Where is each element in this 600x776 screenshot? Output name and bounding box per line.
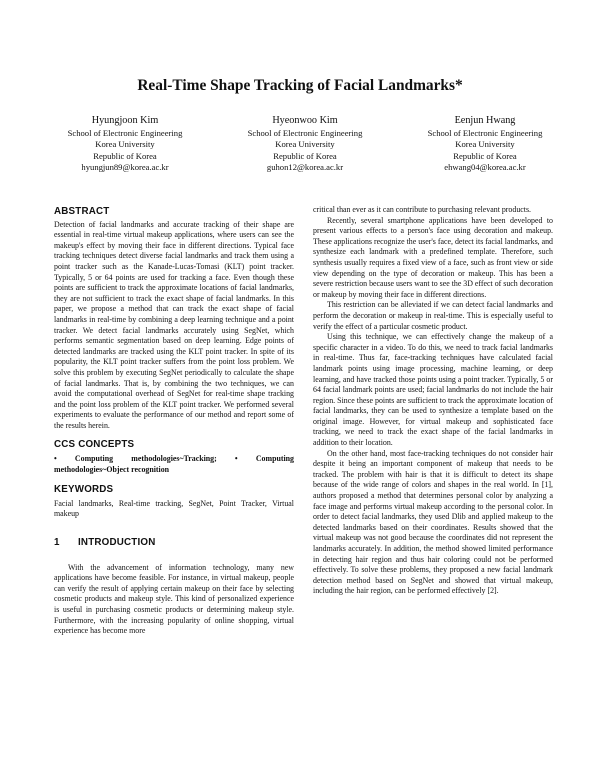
author-name: Eenjun Hwang [454,115,516,126]
intro-heading [54,538,294,549]
ccs-text: • Computing methodologies~Tracking; • Computing methodologies~Object recognition [54,454,294,474]
author-email: hyungjun89@korea.ac.kr [81,162,169,173]
abstract-text: Detection of facial landmarks and accurate tracking of their shape are essential in real-time virtual makeup applications, where users can see the makeup's effect by moving their face in different directions. Typical face tracking techniques detect diverse facial landmarks and track them using a point tracker such as the Kanade-Lucas-Tomasi (KLT) point tracker. Typically, 5 or 64 points are used for tracking a face. Even though these points are sufficient to track the approximate locations of facial landmarks, they are not sufficient to track the exact shape of facial landmarks. In this paper, we propose a method that can track the exact shape of facial landmarks in real-time by combining a deep learning technique and a point tracker. We detect facial landmarks accurately using SegNet, which performs semantic segmentation based on deep learning. Edge points of detected landmarks are tracked using the KLT point tracker. In spite of its popularity, the KLT point tracker suffers from the point loss problem. We solve this problem by executing SegNet periodically to calculate the shape of facial landmarks. That is, by combining the two techniques, we can avoid the computational overhead of SegNet for real-time shape tracking and the point loss problem of the KLT point tracker. We performed several experiments to evaluate the performance of our method and report some of the results herein. [54,219,294,430]
paper-title: Real-Time Shape Tracking of Facial Landmarks* [137,77,463,94]
author-3 [400,114,570,174]
keywords-text: Facial landmarks, Real-time tracking, SegNet, Point Tracker, Virtual makeup [54,498,294,519]
author-block [40,114,570,174]
author-university: Korea University [455,139,515,150]
paragraph-continued: critical than ever as it can contribute to purchasing relevant products. [313,205,532,214]
paragraph-2: Recently, several smartphone applications have been developed to present various effects to a person's face using decoration and makeup. These applications recognize the user's face, detect its facial landmarks, and synthesize each landmark with a predefined template. Therefore, such synthesis usually requires a fixed view of a face, such as front view or side view depending on the type of decoration or makeup. This has been a severe restriction because users want to see the 3D effect of such decoration or makeup by moving their face in different directions. [313,215,553,299]
paragraph-3: This restriction can be alleviated if we can detect facial landmarks and perform the decoration or makeup in real-time. This is especially useful to verify the effect of a particular cosmetic product. [313,300,553,331]
section-title: INTRODUCTION [78,537,156,549]
author-affiliation: School of Electronic Engineering [67,128,183,138]
author-2 [220,114,390,174]
author-university: Korea University [95,139,155,150]
paragraph-5: On the other hand, most face-tracking techniques do not consider hair despite it being an important component of makeup that needs to be tracked. The problem with hair is that it is difficult to detect its shape because of the wide range of colors and shapes in the real world. In [1], authors proposed a method that determines personal color by analyzing a face image and performs virtual makeup according to the personal color. In order to detect facial landmarks, they used Dlib and applied makeup to the detected landmarks based on their coordinates. Results showed that the virtual makeup was not good because the coordinates did not represent the landmarks accurately. In addition, the method showed limited performance in detecting hair region and thus hair coloring could not be performed effectively. To solve these problems, they proposed a new facial landmark detection method based on SegNet and showed that virtual makeup, including the hair region, can be performed effectively [2]. [313,448,553,596]
author-email: guhon12@korea.ac.kr [266,162,344,173]
author-country: Republic of Korea [453,150,517,161]
ccs-heading: CCS CONCEPTS [54,439,135,451]
author-email: ehwang04@korea.ac.kr [444,162,526,173]
abstract-heading: ABSTRACT [54,206,110,217]
section-number: 1 [54,537,60,549]
left-column [54,207,294,637]
author-name: Hyeonwoo Kim [272,115,338,126]
author-university: Korea University [275,139,335,150]
author-country: Republic of Korea [273,150,337,161]
right-column [313,205,553,597]
intro-paragraph-1: With the advancement of information technology, many new applications have become feasible. For instance, in virtual makeup, people can verify the result of applying certain makeup on their face by selecting cosmetic products and makeup style. This kind of personalized experience is useful in purchasing cosmetic products or determining makeup style. Furthermore, with the increasing popularity of online shopping, virtual experience has become more [54,562,294,636]
author-affiliation: School of Electronic Engineering [427,128,543,138]
author-country: Republic of Korea [93,150,157,161]
author-1 [40,114,210,174]
paragraph-4: Using this technique, we can effectively change the makeup of a specific character in a video. To do this, we need to track facial landmarks in real-time. Thus far, face-tracking techniques have calculated facial landmark points using image processing, machine learning, or deep learning, and have tracked those points using a point tracker. Typically, 5 or 64 facial landmark points are used; facial landmarks do not include the hair region. Since these points are sufficient to track the approximate location of facial landmarks, they can be used to synthesize a template based on the original image. However, for virtual makeup and sophisticated face tracking, we need to track the exact shape of the facial landmarks in addition to their location. [313,332,553,448]
keywords-heading: KEYWORDS [54,484,114,496]
author-affiliation: School of Electronic Engineering [247,128,363,138]
author-name: Hyungjoon Kim [91,115,159,126]
